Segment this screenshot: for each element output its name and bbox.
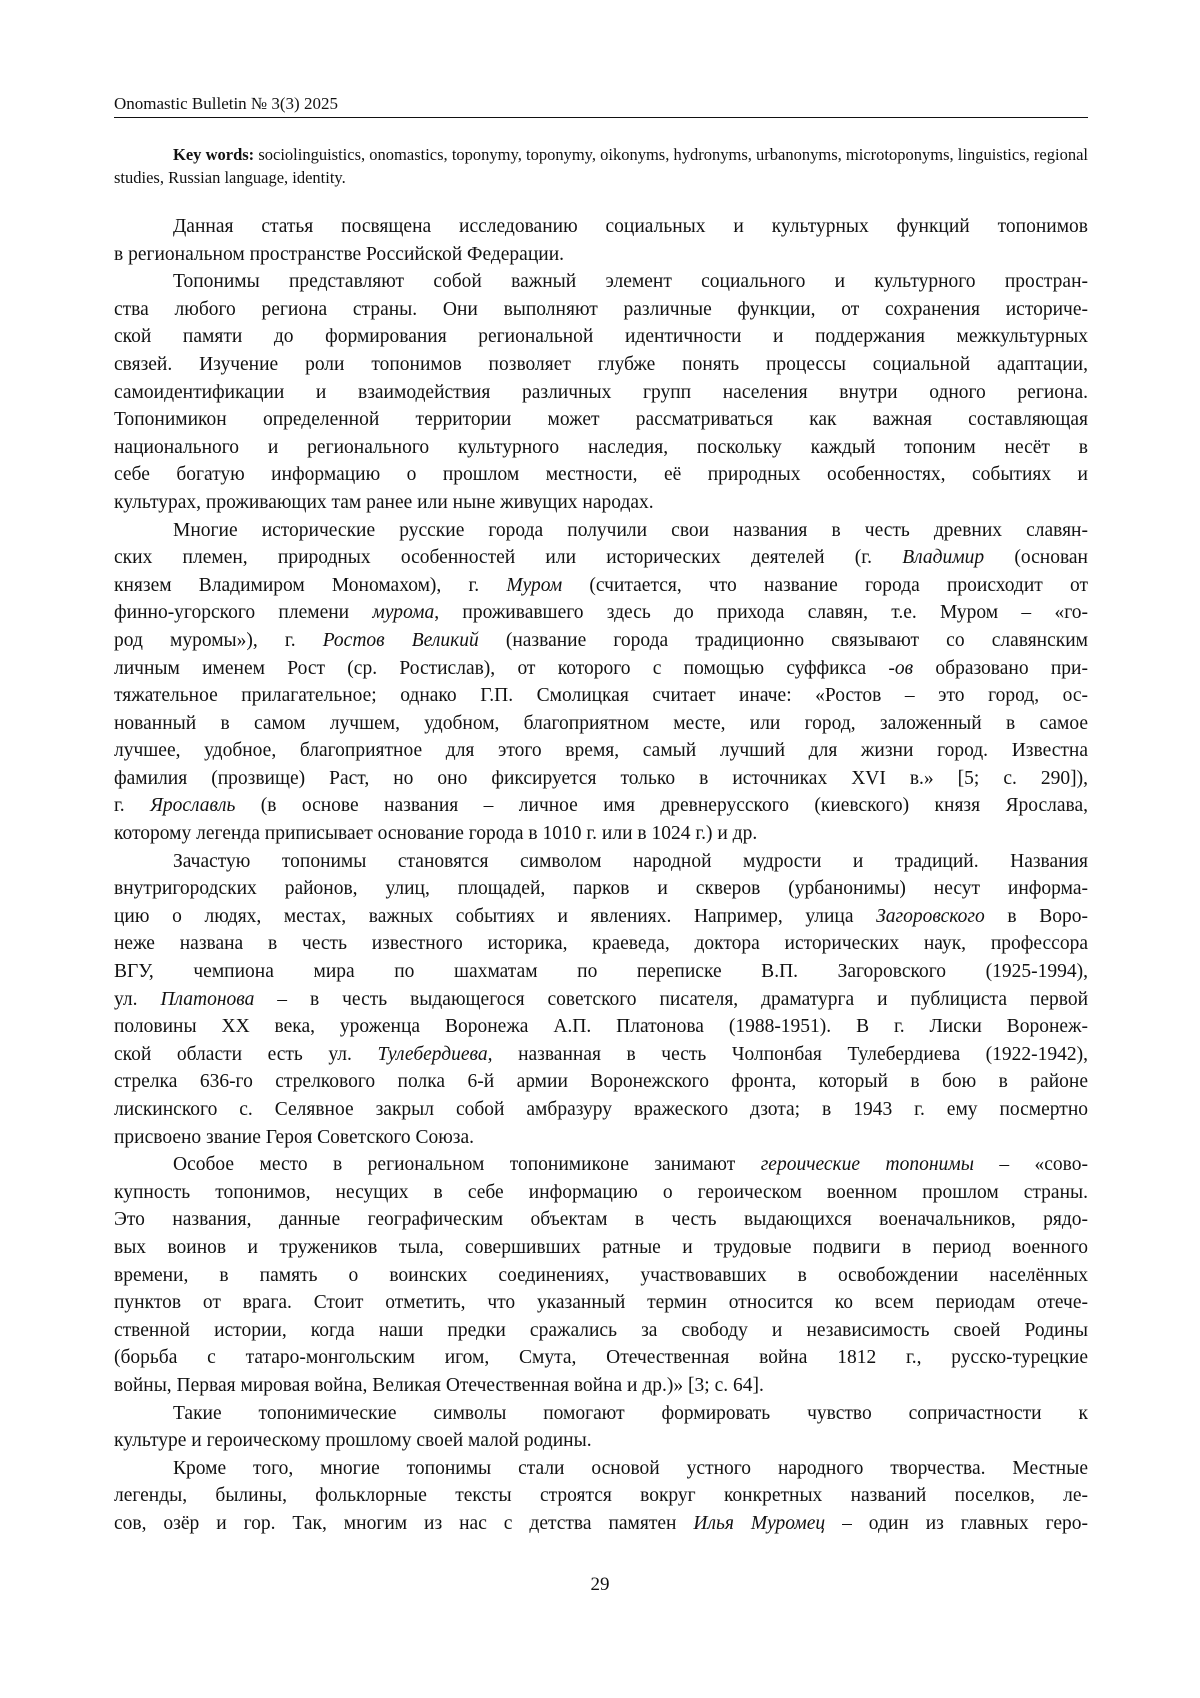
running-header: Onomastic Bulletin № 3(3) 2025 <box>114 94 338 114</box>
text-run: купность топонимов, несущих в себе информацию о героическом военном прошлом страны. <box>114 1182 1088 1203</box>
text-line <box>114 1317 1088 1345</box>
italic-term: Илья Муромец <box>693 1513 825 1534</box>
text-run: присвоено звание Героя Советского Союза. <box>114 1127 474 1148</box>
text-run: культурах, проживающих там ранее или ныне живущих народах. <box>114 492 654 513</box>
text-line <box>114 461 1088 489</box>
text-run: Топонимы представляют собой важный элемент социального и культурного простран- <box>173 271 1088 292</box>
text-line <box>114 1372 1088 1400</box>
text-line <box>114 351 1088 379</box>
text-line <box>114 930 1088 958</box>
text-run: – «сово- <box>974 1154 1088 1175</box>
text-line <box>114 241 1088 269</box>
text-line <box>114 1206 1088 1234</box>
text-run: (борьба с татаро-монгольским игом, Смута, Отечественная война 1812 г., русско-турецкие <box>114 1347 1088 1368</box>
text-line <box>114 682 1088 710</box>
page-number: 29 <box>0 1574 1200 1596</box>
text-run: (основан <box>984 547 1088 568</box>
text-line <box>114 1262 1088 1290</box>
text-run: личным именем Рост (ср. Ростислав), от которого с помощью суффикса <box>114 658 888 679</box>
text-line <box>114 1124 1088 1152</box>
text-line <box>114 710 1088 738</box>
text-run: культуре и героическому прошлому своей малой родины. <box>114 1430 592 1451</box>
italic-term: Муром <box>506 575 562 596</box>
text-line <box>114 820 1088 848</box>
text-run: г. <box>114 795 150 816</box>
text-run: себе богатую информацию о прошлом местности, её природных особенностях, событиях и <box>114 464 1088 485</box>
paragraph <box>114 1400 1088 1455</box>
text-run: Особое место в региональном топонимиконе занимают <box>173 1154 761 1175</box>
article-body <box>114 213 1088 1538</box>
text-line <box>114 1455 1088 1483</box>
text-line <box>114 875 1088 903</box>
text-run: (название города традиционно связывают со славянским <box>479 630 1088 651</box>
text-line <box>114 986 1088 1014</box>
text-line <box>114 737 1088 765</box>
paragraph <box>114 848 1088 1152</box>
text-run: цию о людях, местах, важных событиях и явлениях. Например, улица <box>114 906 876 927</box>
text-line <box>114 406 1088 434</box>
text-run: времени, в память о воинских соединениях, участвовавших в освобождении населённых <box>114 1265 1088 1286</box>
paragraph <box>114 213 1088 268</box>
text-run: половины XX века, уроженца Воронежа А.П. Платонова (1988-1951). В г. Лиски Воронеж- <box>114 1016 1088 1037</box>
text-line <box>114 1179 1088 1207</box>
italic-term: Платонова <box>160 989 254 1010</box>
text-line <box>114 627 1088 655</box>
text-run: ства любого региона страны. Они выполняют различные функции, от сохранения историче- <box>114 299 1088 320</box>
text-line <box>114 1068 1088 1096</box>
italic-term: -ов <box>888 658 913 679</box>
header-rule <box>114 117 1088 118</box>
text-line <box>114 599 1088 627</box>
text-line <box>114 958 1088 986</box>
italic-term: мурома <box>372 602 434 623</box>
text-line <box>114 1482 1088 1510</box>
keywords-block <box>114 143 1088 189</box>
text-line <box>114 517 1088 545</box>
text-run: Многие исторические русские города получили свои названия в честь древних славян- <box>173 520 1088 541</box>
text-run: Зачастую топонимы становятся символом народной мудрости и традиций. Названия <box>173 851 1088 872</box>
text-run: сов, озёр и гор. Так, многим из нас с детства памятен <box>114 1513 693 1534</box>
text-run: названная в честь Чолпонбая Тулебердиева (1922-1942), <box>493 1044 1088 1065</box>
text-line <box>114 765 1088 793</box>
text-run: ской памяти до формирования региональной идентичности и поддержания межкультурных <box>114 326 1088 347</box>
text-run: род муромы»), г. <box>114 630 323 651</box>
text-run: Топонимикон определенной территории может рассматриваться как важная составляющая <box>114 409 1088 430</box>
keywords-label: Key words: <box>173 145 254 164</box>
paragraph <box>114 268 1088 516</box>
text-run: Это названия, данные географическим объектам в честь выдающихся военачальников, рядо- <box>114 1209 1088 1230</box>
text-run: внутригородских районов, улиц, площадей, парков и скверов (урбанонимы) несут информа- <box>114 878 1088 899</box>
text-run: – в честь выдающегося советского писателя, драматурга и публициста первой <box>254 989 1088 1010</box>
italic-term: героические топонимы <box>761 1154 974 1175</box>
text-run: национального и регионального культурного наследия, поскольку каждый топоним несёт в <box>114 437 1088 458</box>
text-run: в региональном пространстве Российской Федерации. <box>114 244 564 265</box>
italic-term: Владимир <box>902 547 984 568</box>
text-line <box>114 1151 1088 1179</box>
text-line <box>114 1344 1088 1372</box>
text-line <box>114 572 1088 600</box>
text-line <box>114 655 1088 683</box>
text-line <box>114 1400 1088 1428</box>
text-run: нованный в самом лучшем, удобном, благоприятном месте, или город, заложенный в самое <box>114 713 1088 734</box>
text-line <box>114 792 1088 820</box>
text-run: ской области есть ул. <box>114 1044 377 1065</box>
text-line <box>114 1234 1088 1262</box>
text-line <box>114 1013 1088 1041</box>
text-run: стрелка 636-го стрелкового полка 6-й армии Воронежского фронта, который в бою в районе <box>114 1071 1088 1092</box>
text-line <box>114 379 1088 407</box>
text-run: фамилия (прозвище) Раст, но оно фиксируется только в источниках XVI в.» [5; с. 290]), <box>114 768 1088 789</box>
text-run: легенды, былины, фольклорные тексты строятся вокруг конкретных названий поселков, ле- <box>114 1485 1088 1506</box>
text-run: (считается, что название города происходит от <box>562 575 1088 596</box>
text-line <box>114 848 1088 876</box>
text-run: Кроме того, многие топонимы стали основой устного народного творчества. Местные <box>173 1458 1088 1479</box>
text-run: князем Владимиром Мономахом), г. <box>114 575 506 596</box>
text-run: Такие топонимические символы помогают формировать чувство сопричастности к <box>173 1403 1088 1424</box>
text-run: Данная статья посвящена исследованию социальных и культурных функций топонимов <box>173 216 1088 237</box>
text-line <box>114 1427 1088 1455</box>
text-line <box>114 268 1088 296</box>
text-run: в Воро- <box>985 906 1088 927</box>
italic-term: Загоровского <box>876 906 985 927</box>
text-run: ских племен, природных особенностей или исторических деятелей (г. <box>114 547 902 568</box>
italic-term: Ярославль <box>150 795 235 816</box>
text-line <box>114 1510 1088 1538</box>
italic-term: Ростов Великий <box>323 630 479 651</box>
text-line <box>114 1096 1088 1124</box>
text-run: – один из главных геро- <box>825 1513 1088 1534</box>
text-line <box>114 1041 1088 1069</box>
text-run: ул. <box>114 989 160 1010</box>
keywords-text: sociolinguistics, onomastics, toponymy, toponymy, oikonyms, hydronyms, urbanonyms, microtoponyms, linguistics, regional studies, Russian language, identity. <box>114 145 1088 187</box>
paragraph <box>114 1455 1088 1538</box>
text-line <box>114 434 1088 462</box>
text-line <box>114 296 1088 324</box>
text-run: которому легенда приписывает основание города в 1010 г. или в 1024 г.) и др. <box>114 823 757 844</box>
text-run: пунктов от врага. Стоит отметить, что указанный термин относится ко всем периодам отече- <box>114 1292 1088 1313</box>
text-run: самоидентификации и взаимодействия различных групп населения внутри одного региона. <box>114 382 1088 403</box>
italic-term: Тулебердиева, <box>377 1044 492 1065</box>
paragraph <box>114 517 1088 848</box>
text-run: связей. Изучение роли топонимов позволяет глубже понять процессы социальной адаптации, <box>114 354 1088 375</box>
text-run: неже названа в честь известного историка, краеведа, доктора исторических наук, профессора <box>114 933 1088 954</box>
text-run: , проживавшего здесь до прихода славян, т.е. Муром – «го- <box>434 602 1088 623</box>
text-run: лучшее, удобное, благоприятное для этого время, самый лучший для жизни город. Известна <box>114 740 1088 761</box>
text-run: образовано при- <box>913 658 1088 679</box>
text-run: ВГУ, чемпиона мира по шахматам по переписке В.П. Загоровского (1925-1994), <box>114 961 1088 982</box>
text-run: (в основе названия – личное имя древнерусского (киевского) князя Ярослава, <box>235 795 1088 816</box>
text-line <box>114 903 1088 931</box>
text-run: лискинского с. Селявное закрыл собой амбразуру вражеского дзота; в 1943 г. ему посмертно <box>114 1099 1088 1120</box>
text-run: вых воинов и тружеников тыла, совершивших ратные и трудовые подвиги в период военного <box>114 1237 1088 1258</box>
text-line <box>114 213 1088 241</box>
text-run: финно-угорского племени <box>114 602 372 623</box>
text-line <box>114 489 1088 517</box>
text-line <box>114 544 1088 572</box>
paragraph <box>114 1151 1088 1399</box>
text-run: тяжательное прилагательное; однако Г.П. Смолицкая считает иначе: «Ростов – это город, ос- <box>114 685 1088 706</box>
text-run: войны, Первая мировая война, Великая Отечественная война и др.)» [3; с. 64]. <box>114 1375 764 1396</box>
text-line <box>114 323 1088 351</box>
text-run: ственной истории, когда наши предки сражались за свободу и независимость своей Родины <box>114 1320 1088 1341</box>
text-line <box>114 1289 1088 1317</box>
